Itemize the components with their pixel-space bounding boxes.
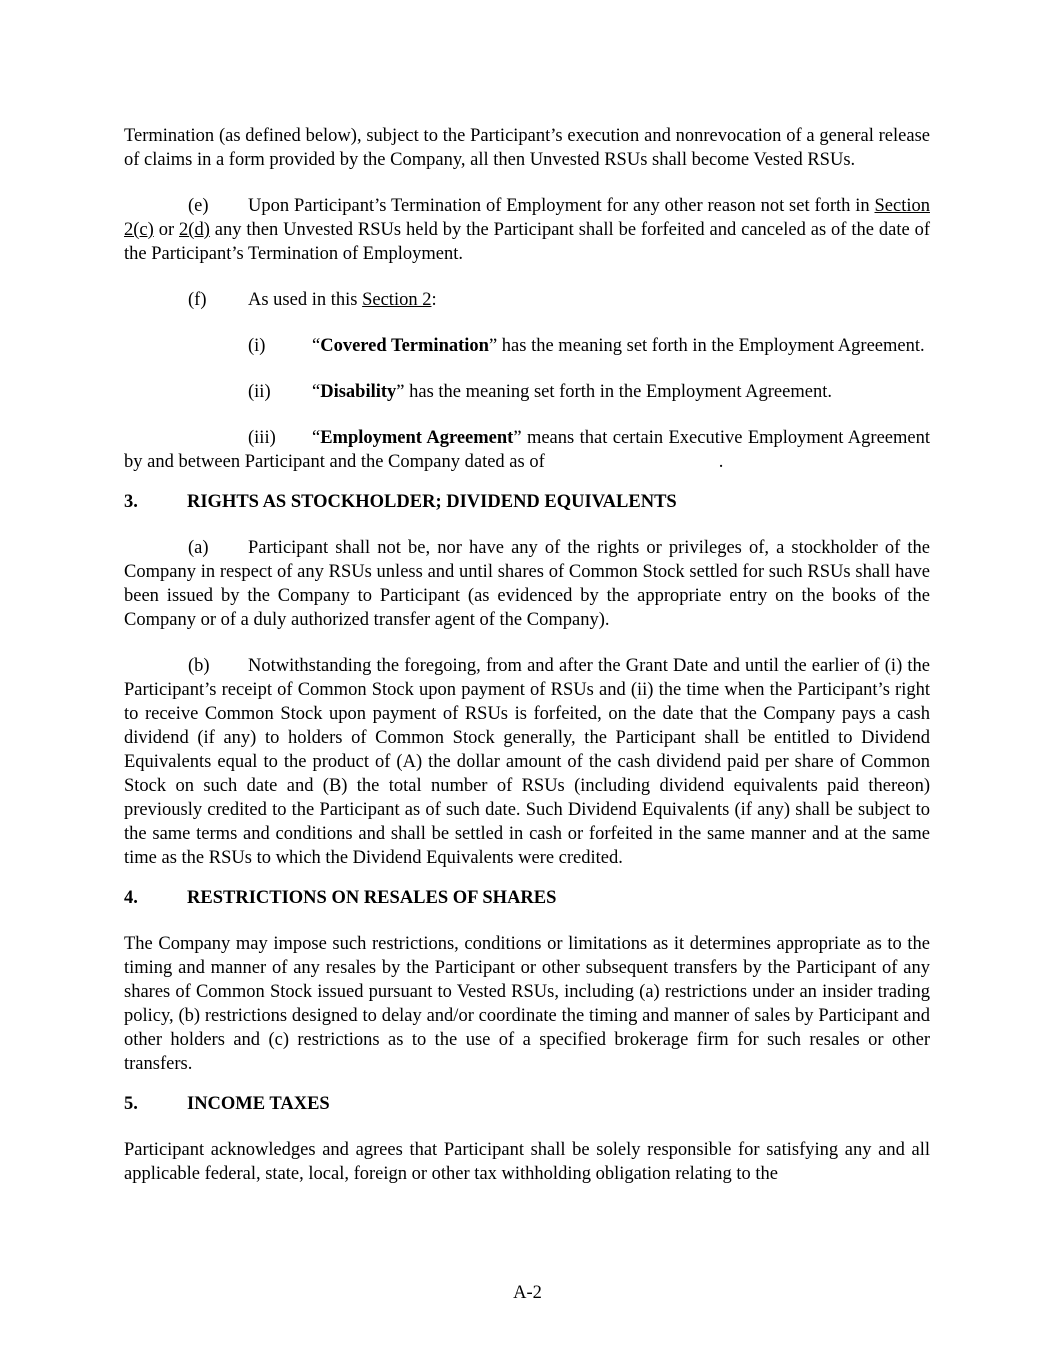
section-number: 4. [124,888,138,908]
definition-disability: (ii) “Disability” has the meaning set forth in the Employment Agreement. [248,382,832,402]
section-4-heading [124,886,930,910]
section-4-body: The Company may impose such restrictions, conditions or limitations as it determines appropriate as to the timing and manner of any resales by the Participant or other subsequent transfers by the Participant of any shares of Common Stock issued pursuant to Vested RSUs, including (a) restrictions under an insider trading policy, (b) restrictions designed to delay and/or coordinate the timing and manner of sales by Participant and other holders and (c) restrictions as to the use of a specified brokerage firm for such resales or other transfers. [124,934,930,1074]
section-number: 5. [124,1094,138,1114]
paragraph-3a: (a) Participant shall not be, nor have any of the rights or privileges of, a stockholder of the Company in respect of any RSUs unless and until shares of Common Stock settled for such RSUs shall have been issued by the Company to Participant (as evidenced by the appropriate entry on the books of the Company or of a duly authorized transfer agent of the Company). [124,538,930,630]
section-title: RESTRICTIONS ON RESALES OF SHARES [187,888,557,908]
section-number: 3. [124,492,138,512]
defined-term: Disability [320,382,397,402]
paragraph-e-number: (e) [188,196,209,216]
definition-number: (ii) [248,382,271,402]
section-title: INCOME TAXES [187,1094,330,1114]
paragraph-number: (a) [188,538,209,558]
definition-number: (i) [248,336,266,356]
definition-employment-agreement: (iii) “Employment Agreement” means that certain Executive Employment Agreement by and between Participant and the Company dated as of . [124,428,930,472]
paragraph-e: (e) Upon Participant’s Termination of Employment for any other reason not set forth in Section 2(c) or 2(d) any then Unvested RSUs held by the Participant shall be forfeited and canceled as of the date of the Participant’s Termination of Employment. [124,196,930,264]
section-3-heading [124,490,930,514]
paragraph-f-number: (f) [188,290,207,310]
section-2c-reference: Section 2(c) [124,196,930,240]
document-body [124,124,930,1186]
definition-number: (iii) [248,428,276,448]
continued-paragraph: Termination (as defined below), subject to the Participant’s execution and nonrevocation of a general release of claims in a form provided by the Company, all then Unvested RSUs shall become Vested RSUs. [124,126,930,170]
section-2-reference: Section 2 [362,290,432,310]
section-5-heading [124,1092,930,1116]
section-5-body: Participant acknowledges and agrees that Participant shall be solely responsible for satisfying any and all applicable federal, state, local, foreign or other tax withholding obligation relating to the [124,1140,930,1184]
section-2d-reference: 2(d) [179,220,210,240]
paragraph-3b: (b) Notwithstanding the foregoing, from and after the Grant Date and until the earlier of (i) the Participant’s receipt of Common Stock upon payment of RSUs and (ii) the time when the Participant’s right to receive Common Stock upon payment of RSUs is forfeited, on the date that the Company pays a cash dividend (if any) to holders of Common Stock generally, the Participant shall be entitled to Dividend Equivalents equal to the product of (A) the dollar amount of the cash dividend paid per share of Common Stock on such date and (B) the total number of RSUs (including dividend equivalents paid thereon) previously credited to the Participant as of such date. Such Dividend Equivalents (if any) shall be subject to the same terms and conditions and shall be settled in cash or forfeited in the same manner and at the same time as the RSUs to which the Dividend Equivalents were credited. [124,656,930,868]
section-title: RIGHTS AS STOCKHOLDER; DIVIDEND EQUIVALENTS [187,492,677,512]
paragraph-number: (b) [188,656,210,676]
definition-covered-termination: (i) “Covered Termination” has the meaning set forth in the Employment Agreement. [248,336,925,356]
page-number: A-2 [513,1283,542,1303]
defined-term: Covered Termination [320,336,489,356]
defined-term: Employment Agreement [320,428,514,448]
paragraph-f: (f) As used in this Section 2: [188,290,437,310]
